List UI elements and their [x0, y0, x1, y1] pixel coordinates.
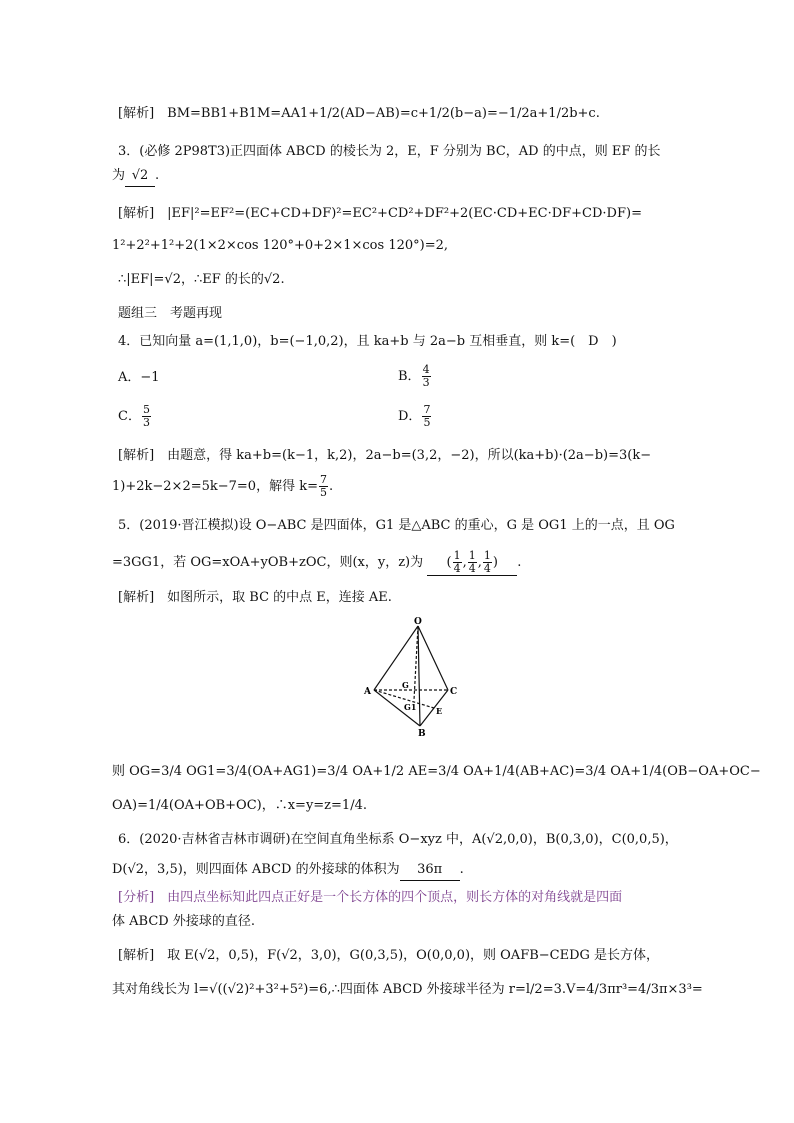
question-3-line-2: 为 √2 . [112, 166, 672, 187]
q5-solution-3: OA)=1/4(OA+OB+OC)，∴x=y=z=1/4. [112, 798, 367, 813]
label-g1: G1 [404, 702, 417, 712]
question-5-line-1: 5．(2019·晋江模拟)设 O−ABC 是四面体，G1 是△ABC 的重心，G 是 OG1 上的一点，且 OG [118, 518, 675, 533]
q5-solution-1: [解析] 如图所示，取 BC 的中点 E，连接 AE. [118, 590, 392, 605]
q5-answer: ( $\frac{1}{4}$ , $\frac{1}{4}$ , $\frac{1}{4}$ ) [427, 550, 517, 576]
edge-og1 [414, 626, 418, 700]
label-c: C [450, 687, 458, 697]
q3-solution-3: ∴|EF|=√2，∴EF 的长的√2. [118, 272, 285, 287]
question-4: 4．已知向量 a=(1,1,0)，b=(−1,0,2)，且 ka+b 与 2a−b 互相垂直，则 k=( D ) [118, 334, 617, 349]
question-3-line-1: 3．(必修 2P98T3)正四面体 ABCD 的棱长为 2，E，F 分别为 BC，AD 的中点，则 EF 的长 [118, 144, 661, 159]
option-c: C． $\frac{5}{3}$ [118, 403, 150, 429]
q4-solution-1: [解析] 由题意，得 ka+b=(k−1，k,2)，2a−b=(3,2，−2)，所以(ka+b)·(2a−b)=3(k− [118, 448, 652, 463]
question-6-line-1: 6．(2020·吉林省吉林市调研)在空间直角坐标系 O−xyz 中，A(√2,0,0)，B(0,3,0)，C(0,0,5)， [118, 832, 678, 847]
q6-analysis-1: [分析] 由四点坐标知此四点正好是一个长方体的四个顶点，则长方体的对角线就是四面 [118, 890, 623, 905]
question-6-line-2: D(√2，3,5)，则四面体 ABCD 的外接球的体积为 36π . [112, 860, 672, 881]
option-d: D． $\frac{7}{5}$ [398, 403, 431, 429]
q6-solution-2: 其对角线长为 l=√((√2)²+3²+5²)=6,∴四面体 ABCD 外接球半径为 r=l/2=3.V=4/3πr³=4/3π×3³= [112, 982, 703, 997]
option-b: B． $\frac{4}{3}$ [398, 363, 430, 389]
line-solution-1: [解析] BM=BB1+B1M=AA1+1/2(AD−AB)=c+1/2(b−a)=−1/2a+1/2b+c. [118, 106, 600, 121]
q5-solution-2: 则 OG=3/4 OG1=3/4(OA+AG1)=3/4 OA+1/2 AE=3/4 OA+1/4(AB+AC)=3/4 OA+1/4(OB−OA+OC− [112, 764, 761, 779]
edge-oa [374, 626, 418, 690]
q3-answer: √2 [125, 166, 155, 187]
tetrahedron-figure [362, 614, 462, 738]
label-g: G [402, 680, 409, 690]
edge-ob [418, 626, 420, 726]
label-e: E [436, 706, 443, 716]
label-a: A [364, 687, 371, 697]
question-5-line-2: =3GG1，若 OG=xOA+yOB+zOC，则(x，y，z)为 ( $\frac{1}{4}$ , $\frac{1}{4}$ , $\frac{1}{4}$ ) . [112, 549, 522, 575]
label-b: B [418, 729, 426, 738]
q3-solution-2: 1²+2²+1²+2(1×2×cos 120°+0+2×1×cos 120°)=2, [112, 238, 448, 253]
option-a: A．−1 [118, 370, 160, 385]
section-heading: 题组三 考题再现 [118, 306, 223, 321]
q6-solution-1: [解析] 取 E(√2，0,5)，F(√2，3,0)，G(0,3,5)，O(0,0,0)，则 OAFB−CEDG 是长方体， [118, 948, 660, 963]
q4-solution-2: 1)+2k−2×2=5k−7=0，解得 k= $\frac{7}{5}$ . [112, 473, 334, 499]
label-o: O [414, 617, 422, 627]
q6-answer: 36π [400, 860, 460, 881]
edge-oc [418, 626, 448, 690]
q3-solution-1: [解析] |EF|²=EF²=(EC+CD+DF)²=EC²+CD²+DF²+2(EC·CD+EC·DF+CD·DF)= [118, 206, 642, 221]
q3-prefix: 为 [112, 168, 126, 183]
q6-analysis-2: 体 ABCD 外接球的直径. [112, 914, 255, 929]
